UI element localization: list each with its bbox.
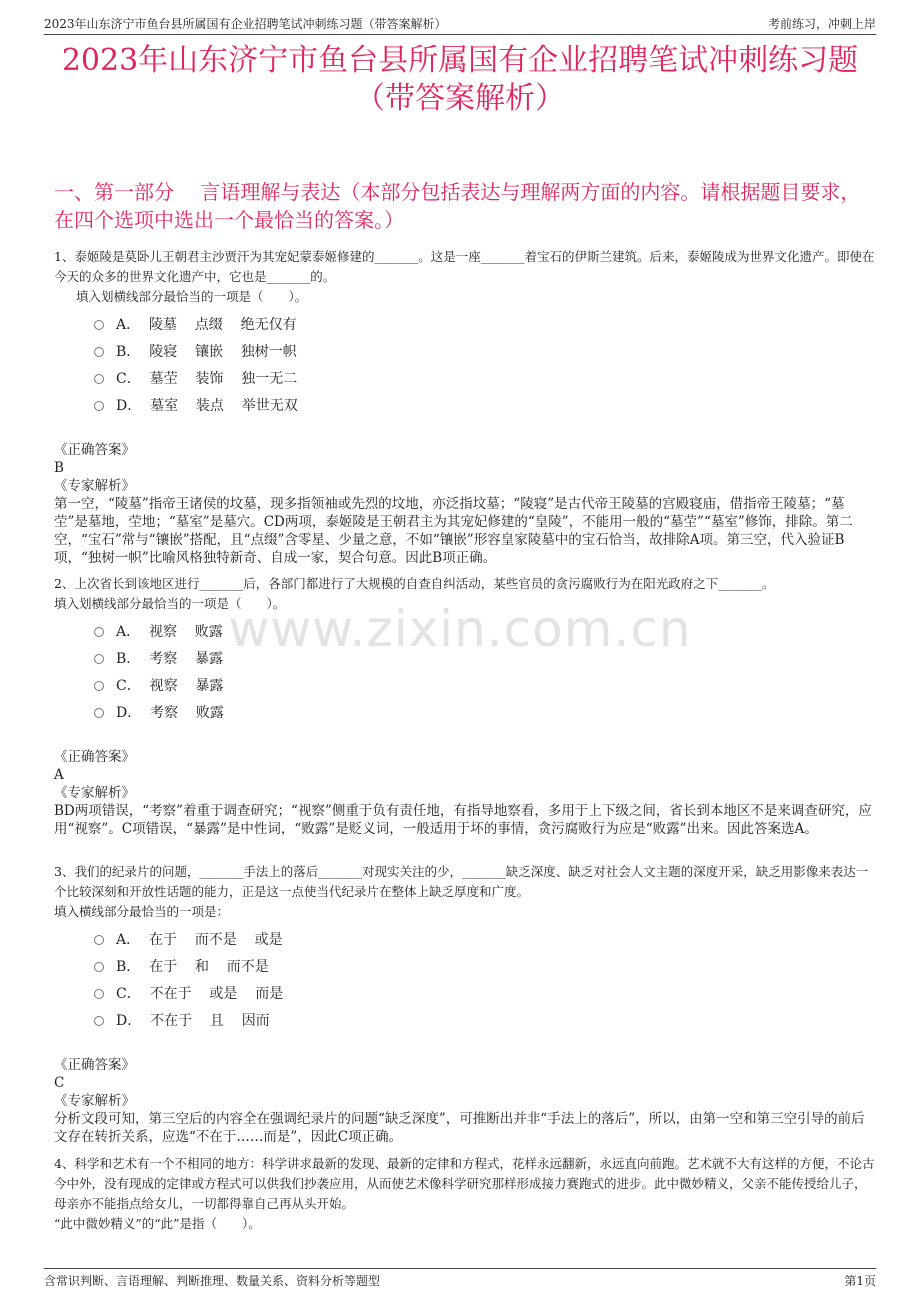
document-title: [0, 42, 920, 118]
radio-icon[interactable]: [94, 1016, 104, 1026]
title-line-1: 2023年山东济宁市鱼台县所属国有企业招聘笔试冲刺练习题: [61, 43, 859, 78]
answer-label: 《正确答案》: [54, 1057, 135, 1073]
radio-icon[interactable]: [94, 627, 104, 637]
option-d[interactable]: D． 不在于 且 因而: [94, 1007, 876, 1034]
radio-icon[interactable]: [94, 935, 104, 945]
question-stem: 3、我们的纪录片的问题，_______手法上的落后_______对现实关注的少，_______缺乏深度、缺乏对社会人文主题的深度开采，缺乏用影像来表达一个比较深刻和开放性话题的能力，正是这一点使当代纪录片在整体上缺乏厚度和广度。: [54, 864, 869, 899]
page-footer: [44, 1268, 876, 1294]
option-a[interactable]: A． 视察 败露: [94, 618, 876, 645]
radio-icon[interactable]: [94, 320, 104, 330]
radio-icon[interactable]: [94, 708, 104, 718]
answer-value: A: [54, 767, 64, 783]
answer-value: C: [54, 1075, 65, 1091]
page-number: 第1页: [844, 1274, 876, 1288]
question-prompt: 填入划横线部分最恰当的一项是（ ）。: [54, 596, 286, 611]
watermark: www.zixin.com.cn: [228, 600, 692, 658]
analysis-text: 第一空，“陵墓”指帝王诸侯的坟墓，现多指领袖或先烈的坟地，亦泛指坟墓；“陵寝”是古代帝王陵墓的宫殿寝庙，借指帝王陵墓；“墓茔”是墓地，茔地；“墓室”是墓穴。CD两项，泰姬陵是王朝君主为其宠妃修建的“皇陵”，不能用一般的“墓茔”“墓室”修饰，排除。第二空，“宝石”常与“镶嵌”搭配，且“点缀”含零星、少量之意，不如“镶嵌”形容皇家陵墓中的宝石恰当，故排除A项。第三空，代入验证B项，“独树一帜”比喻风格独特新奇、自成一家，契合句意。因此B项正确。: [54, 496, 853, 566]
header-title: 2023年山东济宁市鱼台县所属国有企业招聘笔试冲刺练习题（带答案解析）: [44, 17, 447, 31]
question-prompt: “此中微妙精义”的“此”是指（ ）。: [54, 1216, 261, 1231]
radio-icon[interactable]: [94, 654, 104, 664]
question-3: [54, 862, 876, 1146]
header-slogan: 考前练习，冲刺上岸: [767, 17, 876, 31]
radio-icon[interactable]: [94, 347, 104, 357]
question-prompt: 填入划横线部分最恰当的一项是（ ）。: [76, 289, 308, 304]
analysis-text: BD两项错误，“考察”着重于调查研究；“视察”侧重于负有责任地，有指导地察看，多用于上下级之间，省长到本地区不是来调查研究，应用“视察”。C项错误，“暴露”是中性词，“败露”是贬义词，一般适用于坏的事情，贪污腐败行为应是“败露”出来。因此答案选A。: [54, 803, 872, 837]
radio-icon[interactable]: [94, 681, 104, 691]
radio-icon[interactable]: [94, 962, 104, 972]
option-c[interactable]: C． 墓茔 装饰 独一无二: [94, 365, 876, 392]
footer-note: 含常识判断、言语理解、判断推理、数量关系、资料分析等题型: [44, 1274, 381, 1288]
answer-block: [54, 748, 876, 838]
option-b[interactable]: B． 考察 暴露: [94, 645, 876, 672]
option-b[interactable]: B． 在于 和 而不是: [94, 953, 876, 980]
radio-icon[interactable]: [94, 989, 104, 999]
question-stem: 2、上次省长到该地区进行_______后，各部门都进行了大规模的自查自纠活动，某些官员的贪污腐败行为在阳光政府之下_______。: [54, 576, 775, 591]
title-line-2: （带答案解析）: [355, 81, 565, 116]
answer-block: [54, 1056, 876, 1146]
answer-block: [54, 441, 876, 567]
answer-label: 《正确答案》: [54, 749, 135, 765]
analysis-label: 《专家解析》: [54, 478, 135, 494]
option-b[interactable]: B． 陵寝 镶嵌 独树一帜: [94, 338, 876, 365]
option-d[interactable]: D． 墓室 装点 举世无双: [94, 392, 876, 419]
page-header: [44, 10, 876, 35]
question-4: [54, 1154, 876, 1234]
radio-icon[interactable]: [94, 401, 104, 411]
option-c[interactable]: C． 视察 暴露: [94, 672, 876, 699]
analysis-label: 《专家解析》: [54, 785, 135, 801]
section-heading: 一、第一部分 言语理解与表达（本部分包括表达与理解两方面的内容。请根据题目要求，在四个选项中选出一个最恰当的答案。）: [54, 180, 861, 232]
analysis-text: 分析文段可知，第三空后的内容全在强调纪录片的问题“缺乏深度”，可推断出并非“手法上的落后”，所以，由第一空和第三空引导的前后文存在转折关系，应选“不在于……而是”，因此C项正确。: [54, 1111, 865, 1145]
question-stem: 1、泰姬陵是莫卧儿王朝君主沙贾汗为其宠妃蒙泰姬修建的_______。这是一座_______着宝石的伊斯兰建筑。后来，泰姬陵成为世界文化遗产。即使在今天的众多的世界文化遗产中，它也是_______的。: [54, 249, 875, 284]
analysis-label: 《专家解析》: [54, 1093, 135, 1109]
question-prompt: 填入横线部分最恰当的一项是：: [54, 904, 230, 919]
answer-label: 《正确答案》: [54, 442, 135, 458]
option-d[interactable]: D． 考察 败露: [94, 699, 876, 726]
question-2: [54, 574, 876, 838]
option-a[interactable]: A． 陵墓 点缀 绝无仅有: [94, 311, 876, 338]
option-a[interactable]: A． 在于 而不是 或是: [94, 926, 876, 953]
question-stem: 4、科学和艺术有一个不相同的地方：科学讲求最新的发现、最新的定律和方程式，花样永远翻新，永远直向前跑。艺术就不大有这样的方便，不论古今中外，没有现成的定律或方程式可以供我们抄袭应用，从而使艺术像科学研究那样形成接力赛跑式的进步。此中微妙精义，父亲不能传授给儿子，母亲亦不能指点给女儿，一切都得靠自己再从头开始。: [54, 1156, 875, 1211]
answer-value: B: [54, 460, 64, 476]
option-c[interactable]: C． 不在于 或是 而是: [94, 980, 876, 1007]
question-1: [54, 247, 876, 567]
radio-icon[interactable]: [94, 374, 104, 384]
